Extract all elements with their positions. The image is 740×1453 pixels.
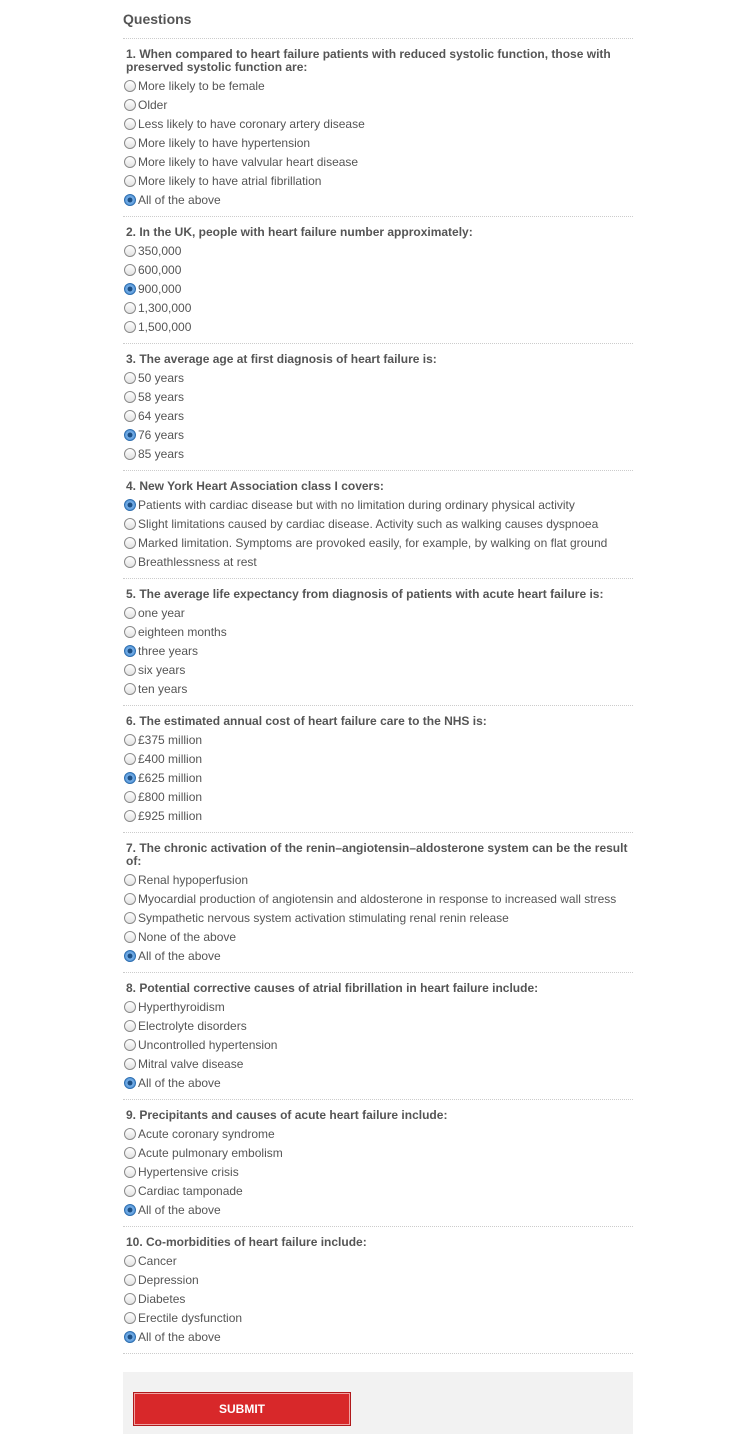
radio-unchecked-icon[interactable] bbox=[124, 1293, 136, 1305]
radio-unchecked-icon[interactable] bbox=[124, 245, 136, 257]
question-text: 5. The average life expectancy from diagnosis of patients with acute heart failure is: bbox=[126, 587, 604, 601]
radio-checked-icon[interactable] bbox=[124, 1204, 136, 1216]
answer-option[interactable] bbox=[123, 889, 633, 908]
answer-label: Cancer bbox=[138, 1253, 177, 1268]
answer-option[interactable] bbox=[123, 533, 633, 552]
radio-checked-icon[interactable] bbox=[124, 194, 136, 206]
answer-label: £375 million bbox=[138, 732, 203, 747]
answer-label: ten years bbox=[138, 681, 188, 696]
radio-unchecked-icon[interactable] bbox=[124, 156, 136, 168]
answer-option[interactable] bbox=[123, 95, 633, 114]
answer-option[interactable] bbox=[123, 1270, 633, 1289]
answer-label: All of the above bbox=[138, 1202, 221, 1217]
answer-option[interactable] bbox=[123, 946, 633, 965]
question-block bbox=[123, 579, 633, 706]
question-text: 10. Co-morbidities of heart failure include: bbox=[126, 1235, 367, 1249]
answer-label: Sympathetic nervous system activation stimulating renal renin release bbox=[138, 910, 509, 925]
radio-unchecked-icon[interactable] bbox=[124, 1147, 136, 1159]
radio-unchecked-icon[interactable] bbox=[124, 1255, 136, 1267]
answer-label: Myocardial production of angiotensin and aldosterone in response to increased wall stress bbox=[138, 891, 617, 906]
radio-unchecked-icon[interactable] bbox=[124, 1274, 136, 1286]
answer-label: 350,000 bbox=[138, 243, 182, 258]
radio-unchecked-icon[interactable] bbox=[124, 556, 136, 568]
answer-label: Acute pulmonary embolism bbox=[138, 1145, 283, 1160]
answer-label: £925 million bbox=[138, 808, 203, 823]
answer-option[interactable] bbox=[123, 114, 633, 133]
answer-label: Breathlessness at rest bbox=[138, 554, 257, 569]
answer-label: eighteen months bbox=[138, 624, 227, 639]
answer-option[interactable] bbox=[123, 927, 633, 946]
answer-option[interactable] bbox=[123, 768, 633, 787]
answer-label: 1,300,000 bbox=[138, 300, 192, 315]
answer-label: Depression bbox=[138, 1272, 199, 1287]
answer-label: six years bbox=[138, 662, 186, 677]
radio-unchecked-icon[interactable] bbox=[124, 912, 136, 924]
answer-option[interactable] bbox=[123, 76, 633, 95]
radio-unchecked-icon[interactable] bbox=[124, 893, 136, 905]
radio-unchecked-icon[interactable] bbox=[124, 80, 136, 92]
radio-unchecked-icon[interactable] bbox=[124, 1128, 136, 1140]
radio-unchecked-icon[interactable] bbox=[124, 537, 136, 549]
answer-label: Renal hypoperfusion bbox=[138, 872, 249, 887]
answer-label: More likely to have hypertension bbox=[138, 135, 311, 150]
answer-label: More likely to have valvular heart disease bbox=[138, 154, 359, 169]
answer-option[interactable] bbox=[123, 1200, 633, 1219]
answer-label: Older bbox=[138, 97, 168, 112]
answer-option[interactable] bbox=[123, 133, 633, 152]
question-text: 2. In the UK, people with heart failure number approximately: bbox=[126, 225, 473, 239]
answer-label: Uncontrolled hypertension bbox=[138, 1037, 278, 1052]
radio-unchecked-icon[interactable] bbox=[124, 118, 136, 130]
radio-unchecked-icon[interactable] bbox=[124, 448, 136, 460]
question-text: 1. When compared to heart failure patients with reduced systolic function, those with preserved systolic function are: bbox=[126, 47, 611, 74]
answer-option[interactable] bbox=[123, 495, 633, 514]
submit-button[interactable]: SUBMIT bbox=[133, 1392, 351, 1426]
radio-unchecked-icon[interactable] bbox=[124, 1166, 136, 1178]
radio-checked-icon[interactable] bbox=[124, 772, 136, 784]
radio-unchecked-icon[interactable] bbox=[124, 137, 136, 149]
answer-option[interactable] bbox=[123, 317, 633, 336]
radio-checked-icon[interactable] bbox=[124, 1331, 136, 1343]
radio-unchecked-icon[interactable] bbox=[124, 99, 136, 111]
answer-option[interactable] bbox=[123, 1251, 633, 1270]
answer-option[interactable] bbox=[123, 514, 633, 533]
answer-label: Less likely to have coronary artery disease bbox=[138, 116, 365, 131]
radio-unchecked-icon[interactable] bbox=[124, 664, 136, 676]
question-block bbox=[123, 217, 633, 344]
answer-option[interactable] bbox=[123, 260, 633, 279]
answer-label: All of the above bbox=[138, 192, 221, 207]
answer-label: £625 million bbox=[138, 770, 203, 785]
question-block bbox=[123, 1100, 633, 1227]
answer-label: All of the above bbox=[138, 1075, 221, 1090]
answer-label: 58 years bbox=[138, 389, 185, 404]
answer-label: 64 years bbox=[138, 408, 185, 423]
answer-option[interactable] bbox=[123, 1054, 633, 1073]
question-text: 4. New York Heart Association class I covers: bbox=[126, 479, 384, 493]
answer-option[interactable] bbox=[123, 679, 633, 698]
answer-option[interactable] bbox=[123, 806, 633, 825]
question-block bbox=[123, 344, 633, 471]
answer-option[interactable] bbox=[123, 1124, 633, 1143]
answer-label: More likely to be female bbox=[138, 78, 265, 93]
answer-option[interactable] bbox=[123, 1035, 633, 1054]
answer-option[interactable] bbox=[123, 298, 633, 317]
radio-checked-icon[interactable] bbox=[124, 950, 136, 962]
question-block bbox=[123, 1227, 633, 1354]
answer-option[interactable] bbox=[123, 1073, 633, 1092]
answer-label: Acute coronary syndrome bbox=[138, 1126, 275, 1141]
answer-label: £400 million bbox=[138, 751, 203, 766]
answer-label: 900,000 bbox=[138, 281, 182, 296]
radio-checked-icon[interactable] bbox=[124, 283, 136, 295]
answer-option[interactable] bbox=[123, 603, 633, 622]
question-text: 3. The average age at first diagnosis of heart failure is: bbox=[126, 352, 437, 366]
answer-option[interactable] bbox=[123, 870, 633, 889]
radio-unchecked-icon[interactable] bbox=[124, 372, 136, 384]
answer-label: Hypertensive crisis bbox=[138, 1164, 239, 1179]
answer-option[interactable] bbox=[123, 279, 633, 298]
answer-label: All of the above bbox=[138, 948, 221, 963]
answer-option[interactable] bbox=[123, 997, 633, 1016]
answer-label: 76 years bbox=[138, 427, 185, 442]
answer-label: Cardiac tamponade bbox=[138, 1183, 243, 1198]
answer-label: All of the above bbox=[138, 1329, 221, 1344]
answer-option[interactable] bbox=[123, 908, 633, 927]
answer-label: 1,500,000 bbox=[138, 319, 192, 334]
answer-label: Mitral valve disease bbox=[138, 1056, 244, 1071]
radio-unchecked-icon[interactable] bbox=[124, 264, 136, 276]
radio-checked-icon[interactable] bbox=[124, 499, 136, 511]
answer-option[interactable] bbox=[123, 444, 633, 463]
answer-option[interactable] bbox=[123, 730, 633, 749]
question-block bbox=[123, 471, 633, 579]
answer-label: Erectile dysfunction bbox=[138, 1310, 243, 1325]
answer-option[interactable] bbox=[123, 660, 633, 679]
answer-option[interactable] bbox=[123, 787, 633, 806]
answer-option[interactable] bbox=[123, 1162, 633, 1181]
answer-option[interactable] bbox=[123, 552, 633, 571]
answer-option[interactable] bbox=[123, 1327, 633, 1346]
answer-option[interactable] bbox=[123, 387, 633, 406]
question-text: 8. Potential corrective causes of atrial fibrillation in heart failure include: bbox=[126, 981, 539, 995]
radio-unchecked-icon[interactable] bbox=[124, 607, 136, 619]
question-block bbox=[123, 39, 633, 217]
radio-unchecked-icon[interactable] bbox=[124, 1185, 136, 1197]
answer-label: 600,000 bbox=[138, 262, 182, 277]
answer-option[interactable] bbox=[123, 190, 633, 209]
radio-unchecked-icon[interactable] bbox=[124, 791, 136, 803]
radio-unchecked-icon[interactable] bbox=[124, 391, 136, 403]
radio-checked-icon[interactable] bbox=[124, 1077, 136, 1089]
radio-checked-icon[interactable] bbox=[124, 429, 136, 441]
answer-label: 85 years bbox=[138, 446, 185, 461]
answer-option[interactable] bbox=[123, 641, 633, 660]
answer-option[interactable] bbox=[123, 425, 633, 444]
radio-unchecked-icon[interactable] bbox=[124, 175, 136, 187]
question-text: 6. The estimated annual cost of heart failure care to the NHS is: bbox=[126, 714, 487, 728]
answer-option[interactable] bbox=[123, 1181, 633, 1200]
question-block bbox=[123, 973, 633, 1100]
radio-unchecked-icon[interactable] bbox=[124, 321, 136, 333]
radio-unchecked-icon[interactable] bbox=[124, 1039, 136, 1051]
radio-unchecked-icon[interactable] bbox=[124, 410, 136, 422]
answer-option[interactable] bbox=[123, 368, 633, 387]
question-text: 7. The chronic activation of the renin–angiotensin–aldosterone system can be the result of: bbox=[126, 841, 628, 868]
radio-unchecked-icon[interactable] bbox=[124, 518, 136, 530]
radio-unchecked-icon[interactable] bbox=[124, 753, 136, 765]
answer-label: Electrolyte disorders bbox=[138, 1018, 247, 1033]
radio-unchecked-icon[interactable] bbox=[124, 810, 136, 822]
answer-option[interactable] bbox=[123, 406, 633, 425]
answer-option[interactable] bbox=[123, 1143, 633, 1162]
radio-unchecked-icon[interactable] bbox=[124, 1312, 136, 1324]
answer-label: one year bbox=[138, 605, 185, 620]
radio-unchecked-icon[interactable] bbox=[124, 874, 136, 886]
radio-checked-icon[interactable] bbox=[124, 645, 136, 657]
answer-label: 50 years bbox=[138, 370, 185, 385]
answer-label: Hyperthyroidism bbox=[138, 999, 225, 1014]
answer-option[interactable] bbox=[123, 1308, 633, 1327]
question-text: 9. Precipitants and causes of acute heart failure include: bbox=[126, 1108, 448, 1122]
answer-option[interactable] bbox=[123, 1016, 633, 1035]
radio-unchecked-icon[interactable] bbox=[124, 1001, 136, 1013]
radio-unchecked-icon[interactable] bbox=[124, 1020, 136, 1032]
answer-option[interactable] bbox=[123, 749, 633, 768]
answer-label: £800 million bbox=[138, 789, 203, 804]
answer-label: Slight limitations caused by cardiac disease. Activity such as walking causes dyspnoea bbox=[138, 516, 599, 531]
radio-unchecked-icon[interactable] bbox=[124, 626, 136, 638]
radio-unchecked-icon[interactable] bbox=[124, 302, 136, 314]
answer-option[interactable] bbox=[123, 241, 633, 260]
radio-unchecked-icon[interactable] bbox=[124, 931, 136, 943]
answer-label: Patients with cardiac disease but with no limitation during ordinary physical activity bbox=[138, 497, 575, 512]
answer-option[interactable] bbox=[123, 622, 633, 641]
answer-option[interactable] bbox=[123, 171, 633, 190]
answer-option[interactable] bbox=[123, 152, 633, 171]
question-block bbox=[123, 706, 633, 833]
answer-label: More likely to have atrial fibrillation bbox=[138, 173, 322, 188]
answer-label: three years bbox=[138, 643, 199, 658]
answer-label: None of the above bbox=[138, 929, 237, 944]
section-title: Questions bbox=[123, 0, 633, 39]
question-block bbox=[123, 833, 633, 973]
radio-unchecked-icon[interactable] bbox=[124, 734, 136, 746]
submit-panel bbox=[123, 1372, 633, 1434]
radio-unchecked-icon[interactable] bbox=[124, 683, 136, 695]
quiz-container bbox=[123, 0, 633, 1434]
radio-unchecked-icon[interactable] bbox=[124, 1058, 136, 1070]
answer-option[interactable] bbox=[123, 1289, 633, 1308]
answer-label: Diabetes bbox=[138, 1291, 186, 1306]
answer-label: Marked limitation. Symptoms are provoked easily, for example, by walking on flat ground bbox=[138, 535, 608, 550]
question-list bbox=[123, 39, 633, 1354]
